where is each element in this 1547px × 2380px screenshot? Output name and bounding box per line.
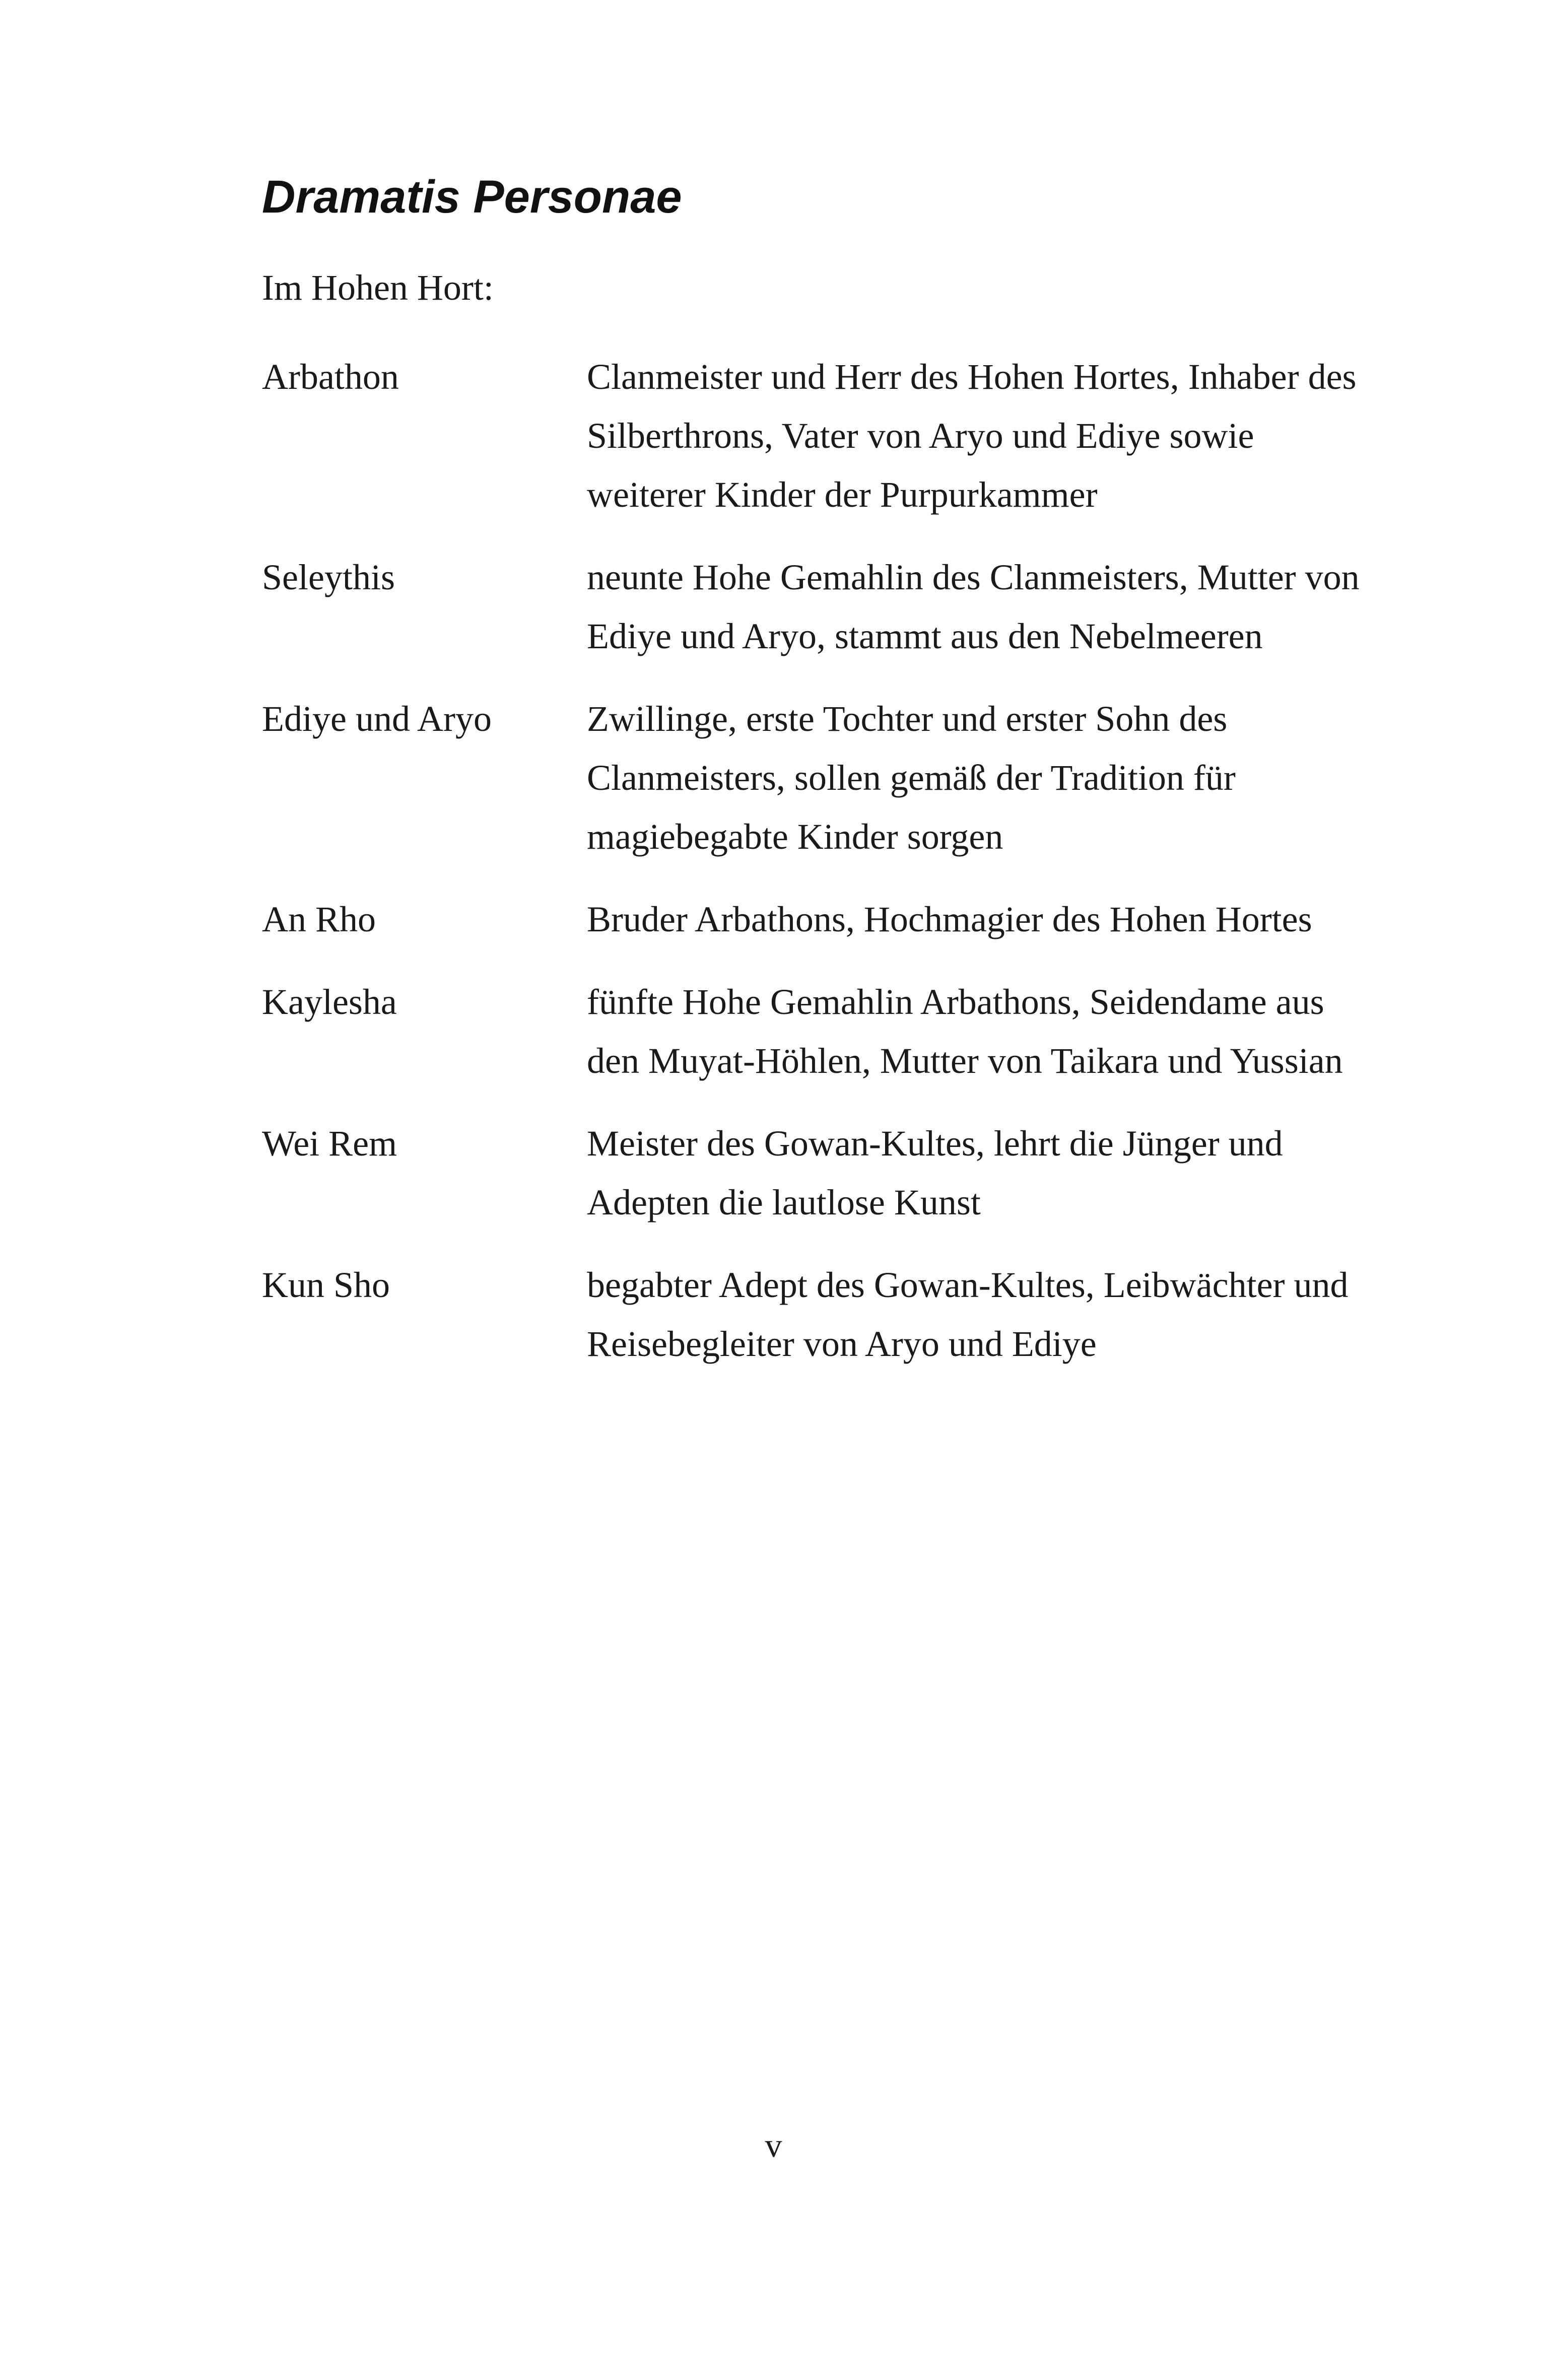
character-description: Meister des Gowan-Kultes, lehrt die Jünger und Adepten die lautlose Kunst	[587, 1123, 1283, 1222]
character-name: Ediye und Aryo	[262, 699, 492, 739]
character-entry	[262, 690, 1370, 866]
character-name: An Rho	[262, 899, 376, 939]
location-label: Im Hohen Hort:	[262, 267, 494, 308]
character-description: fünfte Hohe Gemahlin Arbathons, Seidendame aus den Muyat-Höhlen, Mutter von Taikara und Yussian	[587, 982, 1343, 1081]
character-entry	[262, 1114, 1370, 1232]
character-entry	[262, 548, 1370, 666]
character-description: Bruder Arbathons, Hochmagier des Hohen Hortes	[587, 899, 1312, 939]
character-description: Zwillinge, erste Tochter und erster Sohn des Clanmeisters, sollen gemäß der Tradition für magiebegabte Kinder sorgen	[587, 699, 1236, 857]
character-description: neunte Hohe Gemahlin des Clanmeisters, Mutter von Ediye und Aryo, stammt aus den Nebelmeeren	[587, 557, 1360, 656]
page-number: v	[765, 2126, 782, 2164]
character-name: Arbathon	[262, 357, 399, 397]
character-name: Kun Sho	[262, 1265, 390, 1305]
character-description: Clanmeister und Herr des Hohen Hortes, Inhaber des Silberthrons, Vater von Aryo und Ediye sowie weiterer Kinder der Purpurkammer	[587, 357, 1357, 515]
character-list	[262, 348, 1370, 1374]
character-entry	[262, 890, 1370, 949]
page-title: Dramatis Personae	[262, 171, 682, 223]
character-name: Wei Rem	[262, 1123, 397, 1164]
character-entry	[262, 1256, 1370, 1374]
character-entry	[262, 348, 1370, 524]
character-name: Seleythis	[262, 557, 395, 597]
character-description: begabter Adept des Gowan-Kultes, Leibwächter und Reisebegleiter von Aryo und Ediye	[587, 1265, 1349, 1364]
character-name: Kaylesha	[262, 982, 397, 1022]
character-entry	[262, 973, 1370, 1091]
